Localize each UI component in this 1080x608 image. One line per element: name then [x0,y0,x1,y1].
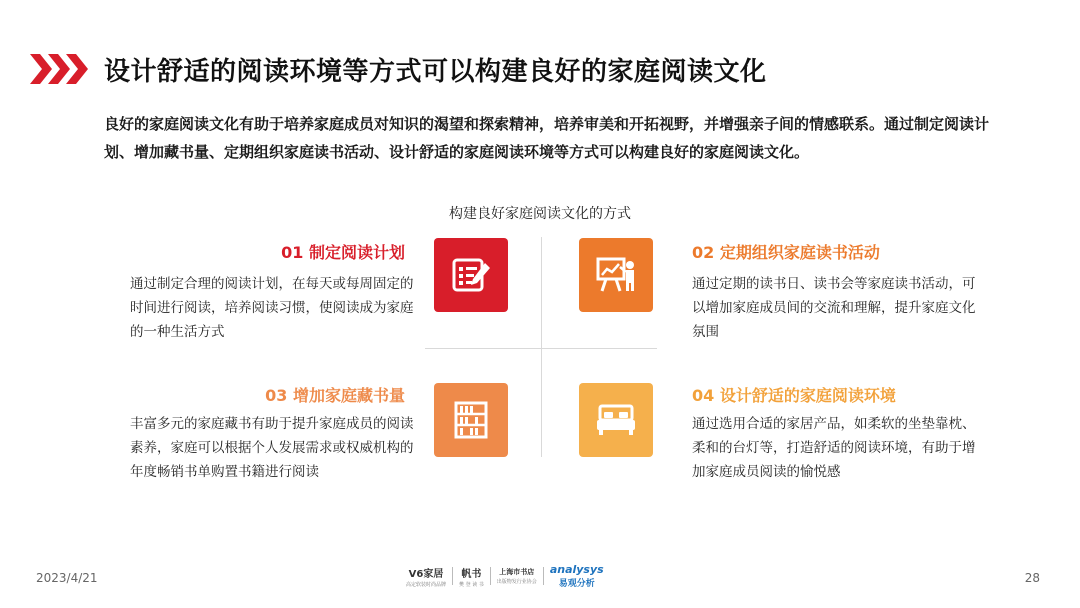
item-2-text: 通过定期的读书日、读书会等家庭读书活动，可以增加家庭成员间的交流和理解，提升家庭文化氛围 [692,276,976,340]
logo-separator [543,567,544,585]
bookshelf-icon [449,398,493,442]
research-logo-text: 上海市书店 [499,568,535,576]
analysys-logo [550,563,604,589]
page-number: 28 [1024,571,1040,585]
v6-logo-text: V6家居 [408,568,444,580]
title-row [30,50,767,88]
bookshelf-tile [434,383,508,457]
analysys-logo-text: analysys [549,563,604,576]
item-1-heading: 01 制定阅读计划 [281,243,405,262]
page-title: 设计舒适的阅读环境等方式可以构建良好的家庭阅读文化 [104,56,767,87]
fanshu-logo-text: 帆书 [461,568,482,580]
diagram-title: 构建良好家庭阅读文化的方式 [449,206,631,222]
item-4-heading: 04 设计舒适的家庭阅读环境 [692,386,896,405]
logo-separator [452,567,453,585]
activity-tile [579,238,653,312]
item-4-text: 通过选用合适的家居产品，如柔软的坐垫靠枕、柔和的台灯等，打造舒适的阅读环境，有助于增加家庭成员阅读的愉悦感 [692,416,976,480]
bed-icon [594,398,638,442]
footer-date: 2023/4/21 [36,571,98,585]
item-2-heading: 02 定期组织家庭读书活动 [692,243,880,262]
research-logo [497,567,537,585]
plan-icon [449,253,493,297]
research-logo-sub: 出版物发行业协会 [496,579,537,585]
divider-vertical [541,237,542,457]
fanshu-logo-sub: 樊 登 读 书 [459,581,484,588]
item-3-heading: 03 增加家庭藏书量 [265,386,405,405]
chevrons-icon [30,50,90,88]
presentation-icon [594,253,638,297]
plan-tile [434,238,508,312]
analysys-logo-sub: 易观分析 [558,579,595,589]
logo-separator [490,567,491,585]
v6-logo-sub: 高定软装时尚品牌 [406,581,447,588]
item-1-text: 通过制定合理的阅读计划，在每天或每周固定的时间进行阅读，培养阅读习惯，使阅读成为家庭的一种生活方式 [130,276,414,340]
environment-tile [579,383,653,457]
intro-paragraph: 良好的家庭阅读文化有助于培养家庭成员对知识的渴望和探索精神，培养审美和开拓视野，并增强亲子间的情感联系。通过制定阅读计划、增加藏书量、定期组织家庭读书活动、设计舒适的家庭阅读环境等方式可以构建良好的家庭阅读文化。 [104,115,990,161]
fanshu-logo [459,565,484,588]
divider-horizontal [425,348,657,349]
item-3-text: 丰富多元的家庭藏书有助于提升家庭成员的阅读素养，家庭可以根据个人发展需求或权威机构的年度畅销书单购置书籍进行阅读 [130,416,414,480]
v6-logo [406,565,446,588]
partner-logos [400,560,610,592]
